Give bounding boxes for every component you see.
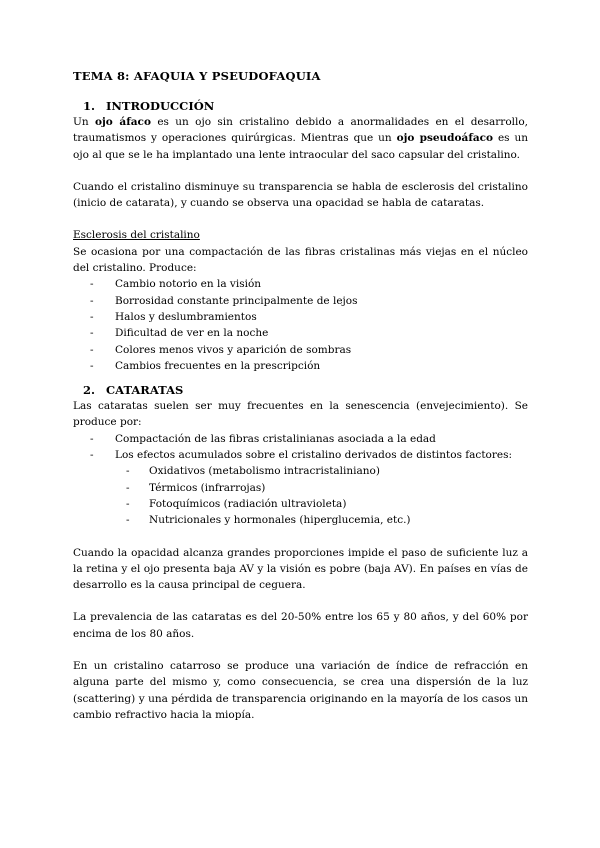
- text-run: es un ojo al que se le ha implantado una lente intraocular del saco capsular del cristalino.: [73, 132, 528, 161]
- list-item-text: Dificultad de ver en la noche: [115, 327, 269, 340]
- paragraph-esclerosis-vs-cataratas: Cuando el cristalino disminuye su transparencia se habla de esclerosis del cristalino (inicio de catarata), y cuando se observa una opacidad se habla de cataratas.: [73, 180, 528, 210]
- bullet-dash: -: [126, 514, 130, 527]
- list-item-text: Halos y deslumbramientos: [115, 310, 257, 323]
- bullet-dash: -: [90, 278, 94, 291]
- list-item: [73, 309, 528, 325]
- list-item-text: Oxidativos (metabolismo intracristaliniano): [149, 465, 380, 478]
- list-item-text: Los efectos acumulados sobre el cristalino derivados de distintos factores:: [115, 449, 513, 462]
- bullet-dash: -: [90, 343, 94, 356]
- factors-list: [115, 463, 528, 528]
- paragraph-prevalencia: La prevalencia de las cataratas es del 20-50% entre los 65 y 80 años, y del 60% por encima de los 80 años.: [73, 611, 528, 640]
- list-item-text: Colores menos vivos y aparición de sombras: [115, 343, 352, 356]
- list-item-text: Borrosidad constante principalmente de lejos: [115, 294, 358, 307]
- term-ojo-pseudoafaco: ojo pseudoáfaco: [396, 132, 494, 145]
- list-item-text: Nutricionales y hormonales (hiperglucemia, etc.): [149, 514, 411, 527]
- section-heading-introduccion: [73, 98, 528, 114]
- paragraph-esclerosis: Se ocasiona por una compactación de las fibras cristalinas más viejas en el núcleo del cristalino. Produce:: [73, 245, 528, 275]
- list-item-text: Compactación de las fibras cristalinianas asociada a la edad: [115, 432, 436, 445]
- paragraph-refraccion: En un cristalino catarroso se produce una variación de índice de refracción en alguna parte del mismo y, como consecuencia, se crea una dispersión de la luz (scattering) y una pérdida de transparencia originando en la mayoría de los casos un cambio refractivo hacia la miopía.: [73, 660, 528, 721]
- list-item: [115, 463, 528, 479]
- bullet-dash: -: [90, 310, 94, 323]
- list-item: [115, 512, 528, 528]
- bullet-dash: -: [90, 327, 94, 340]
- list-item: [73, 342, 528, 358]
- list-item: [115, 480, 528, 496]
- subheading-esclerosis: Esclerosis del cristalino: [73, 229, 200, 242]
- effects-list: [73, 276, 528, 374]
- list-item: [73, 325, 528, 341]
- paragraph-cataratas-intro: Las cataratas suelen ser muy frecuentes en la senescencia (envejecimiento). Se produce por:: [73, 400, 528, 429]
- list-item: [73, 276, 528, 292]
- bullet-dash: -: [90, 359, 94, 372]
- text-run: es un ojo sin cristalino debido a anormalidades en el desarrollo, traumatismos y operaciones quirúrgicas. Mientras que un: [73, 116, 529, 145]
- bullet-dash: -: [126, 481, 130, 494]
- section-number: 2.: [82, 383, 95, 398]
- list-item-text: Térmicos (infrarrojas): [149, 481, 266, 494]
- bullet-dash: -: [126, 497, 130, 510]
- list-item-text: Cambio notorio en la visión: [115, 278, 262, 291]
- causes-list: [73, 431, 528, 464]
- list-item: [73, 293, 528, 309]
- paragraph-opacidad: Cuando la opacidad alcanza grandes proporciones impide el paso de suficiente luz a la retina y el ojo presenta baja AV y la visión es pobre (baja AV). En países en vías de desarrollo es la causa principal de ceguera.: [73, 546, 528, 592]
- section-title: INTRODUCCIÓN: [106, 99, 215, 113]
- section-heading-cataratas: [73, 382, 528, 398]
- list-item: [115, 496, 528, 512]
- text-run: Un: [73, 116, 95, 128]
- paragraph-definitions: [73, 114, 528, 163]
- bullet-dash: -: [126, 465, 130, 478]
- list-item: [73, 447, 528, 463]
- section-number: 1.: [82, 99, 95, 113]
- section-title: CATARATAS: [106, 383, 184, 398]
- document-body: [73, 68, 528, 723]
- bullet-dash: -: [90, 432, 94, 445]
- list-item-text: Cambios frecuentes en la prescripción: [115, 359, 321, 372]
- term-ojo-afaco: ojo áfaco: [94, 116, 151, 128]
- list-item-text: Fotoquímicos (radiación ultravioleta): [149, 497, 347, 510]
- list-item: [73, 431, 528, 447]
- bullet-dash: -: [90, 294, 94, 307]
- document-title: TEMA 8: AFAQUIA Y PSEUDOFAQUIA: [73, 69, 321, 83]
- list-item: [73, 358, 528, 374]
- bullet-dash: -: [90, 449, 94, 462]
